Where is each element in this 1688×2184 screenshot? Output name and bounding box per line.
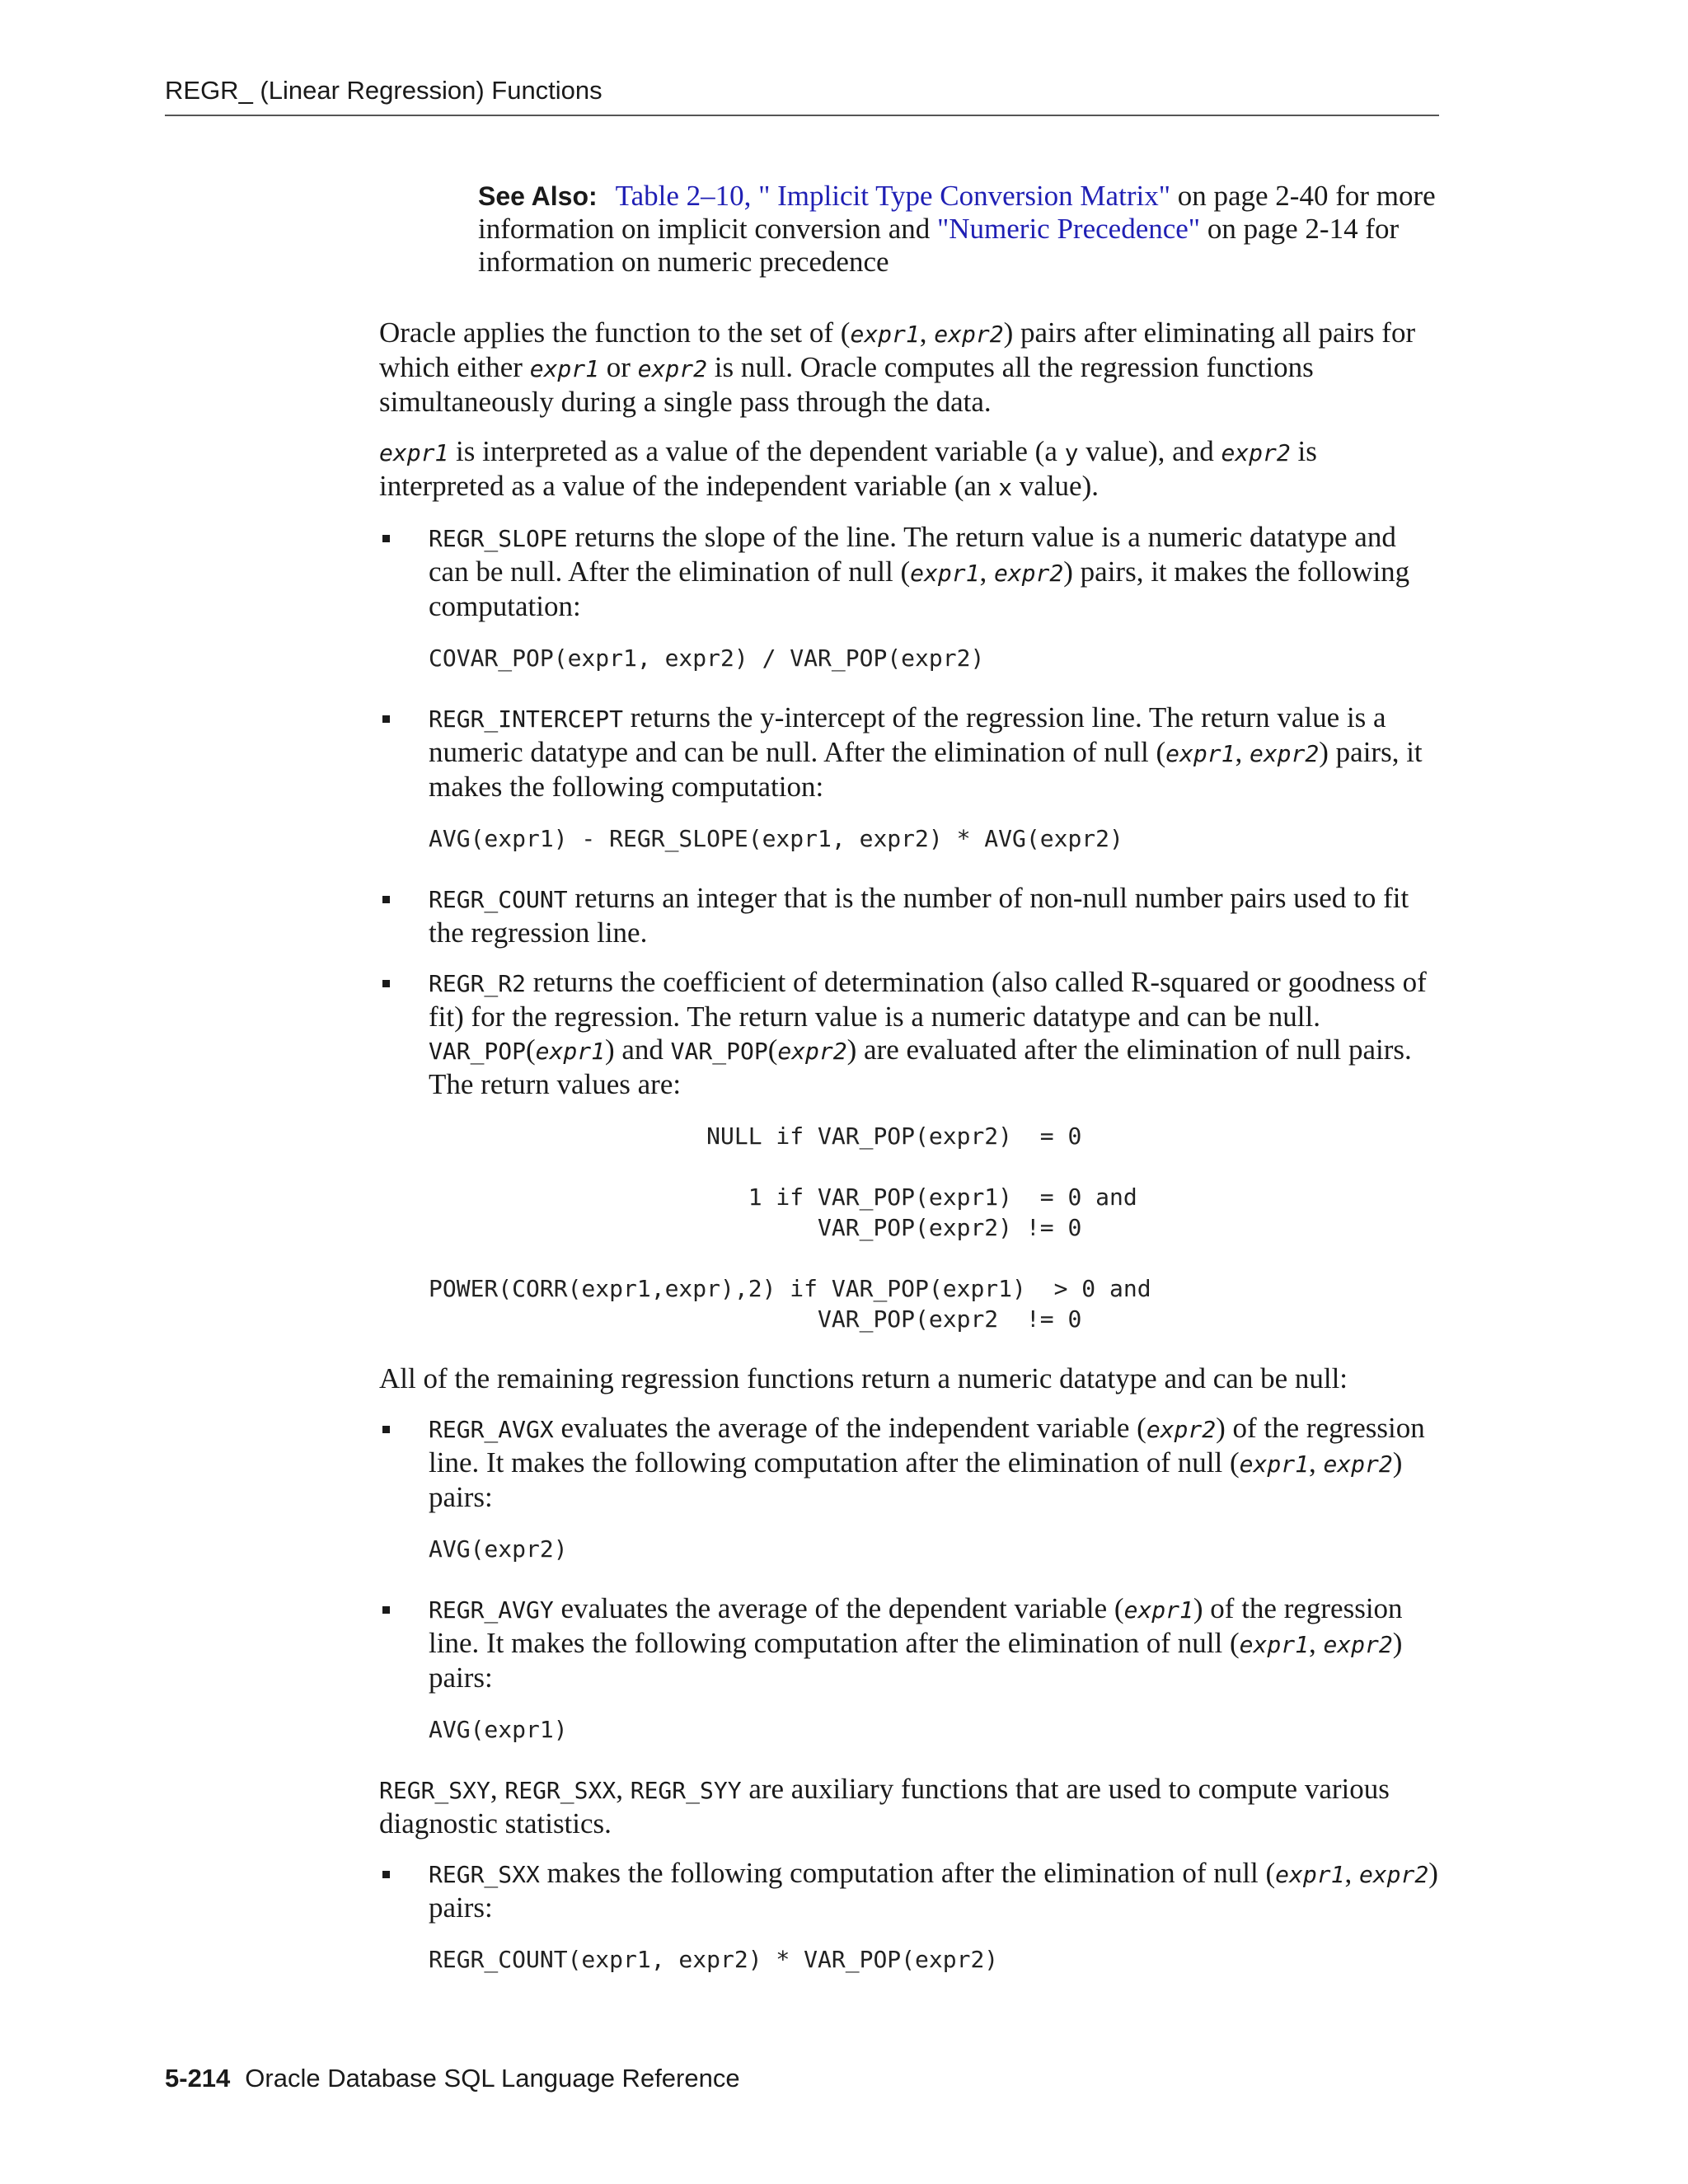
- text: value), and: [1078, 435, 1221, 467]
- text: ,: [1308, 1446, 1324, 1479]
- text: ) of the regression line. It makes the following computation after the elimination of null (: [429, 1592, 1403, 1659]
- header-rule: [165, 115, 1439, 116]
- function-name: REGR_SLOPE: [429, 525, 568, 552]
- bullet-text: [429, 1412, 1442, 1514]
- see-also-text: on page 2-14 for information on numeric precedence: [478, 213, 1400, 278]
- text: ) pairs, it makes the following computation:: [429, 736, 1423, 803]
- code-term: expr1: [1123, 1596, 1193, 1624]
- text: ,: [919, 316, 935, 349]
- code-term: expr2: [637, 355, 707, 382]
- code-term: expr2: [1323, 1631, 1393, 1658]
- bullet-regr-slope: [379, 521, 1442, 673]
- paragraph-pairs: [379, 316, 1442, 419]
- code-term: REGR_SYY: [630, 1777, 742, 1804]
- text: ) and: [604, 1033, 671, 1066]
- bullet-regr-avgy: [379, 1592, 1442, 1745]
- code-term: expr1: [535, 1038, 605, 1065]
- bullet-marker: [382, 715, 390, 723]
- text: ,: [490, 1773, 505, 1805]
- bullet-regr-intercept: [379, 701, 1442, 854]
- bullet-text: [429, 701, 1442, 804]
- page-header: REGR_ (Linear Regression) Functions: [165, 76, 603, 105]
- paragraph-remaining: All of the remaining regression functions return a numeric datatype and can be null:: [379, 1362, 1348, 1394]
- page-footer: [165, 2064, 740, 2093]
- text: is interpreted as a value of the dependent variable (a: [448, 435, 1065, 467]
- function-name: REGR_AVGX: [429, 1416, 554, 1443]
- bullet-text: [429, 1592, 1442, 1694]
- bullet-marker: [382, 535, 390, 542]
- code-term: expr2: [1249, 740, 1320, 767]
- code-block: REGR_COUNT(expr1, expr2) * VAR_POP(expr2): [429, 1946, 999, 1973]
- code-term: expr1: [1239, 1451, 1309, 1478]
- bullet-regr-avgx: [379, 1412, 1442, 1564]
- function-name: REGR_AVGY: [429, 1596, 554, 1624]
- code-block: AVG(expr1) - REGR_SLOPE(expr1, expr2) * AVG(expr2): [429, 825, 1123, 852]
- bullet-text: [429, 966, 1442, 1101]
- code-term: VAR_POP: [429, 1038, 527, 1065]
- code-term: expr2: [934, 321, 1004, 348]
- text: ) pairs:: [429, 1627, 1403, 1694]
- text: (: [767, 1033, 778, 1066]
- text: ) pairs:: [429, 1857, 1438, 1924]
- code-block: AVG(expr2): [429, 1535, 568, 1563]
- code-term: expr1: [1239, 1631, 1309, 1658]
- code-term: y: [1064, 439, 1079, 466]
- book-title: Oracle Database SQL Language Reference: [245, 2064, 740, 2093]
- code-term: expr2: [1221, 439, 1291, 466]
- main-content: [379, 316, 1442, 2003]
- text: makes the following computation after the elimination of null (: [539, 1857, 1276, 1889]
- function-name: REGR_INTERCEPT: [429, 705, 624, 733]
- bullet-marker: [382, 1606, 390, 1614]
- text: ) are evaluated after the elimination of null pairs. The return values are:: [429, 1033, 1412, 1100]
- bullet-marker: [382, 1871, 390, 1878]
- function-name: REGR_COUNT: [429, 886, 568, 913]
- text: returns the coefficient of determination (also called R-squared or goodness of fit) for the regression. The return value is a numeric datatype and can be null.: [429, 966, 1427, 1033]
- code-block: AVG(expr1): [429, 1716, 568, 1743]
- code-term: expr2: [993, 560, 1064, 587]
- code-term: expr2: [1323, 1451, 1393, 1478]
- function-name: REGR_SXX: [429, 1861, 540, 1888]
- code-term: expr1: [529, 355, 600, 382]
- text: returns the y-intercept of the regression line. The return value is a numeric datatype and can be null. After the elimination of null (: [429, 701, 1386, 768]
- text: ) pairs after eliminating all pairs for which either: [379, 316, 1416, 383]
- see-also-label: See Also:: [478, 181, 598, 211]
- bullet-marker: [382, 896, 390, 903]
- code-block: COVAR_POP(expr1, expr2) / VAR_POP(expr2): [429, 644, 985, 672]
- code-term: VAR_POP: [670, 1038, 768, 1065]
- paragraph-variables: [379, 435, 1442, 504]
- text: value).: [1012, 470, 1099, 502]
- bullet-marker: [382, 1426, 390, 1433]
- code-term: REGR_SXY: [379, 1777, 490, 1804]
- link-type-conversion-matrix[interactable]: Table 2–10, " Implicit Type Conversion Matrix": [615, 180, 1170, 212]
- text: or: [599, 351, 638, 383]
- text: ,: [1344, 1857, 1359, 1889]
- text: evaluates the average of the independent variable (: [553, 1412, 1146, 1444]
- code-term: expr2: [1146, 1416, 1217, 1443]
- text: ,: [979, 555, 994, 588]
- text: ) pairs, it makes the following computation:: [429, 555, 1410, 622]
- text: is interpreted as a value of the independent variable (an: [379, 435, 1317, 502]
- text: are auxiliary functions that are used to compute various diagnostic statistics.: [379, 1773, 1390, 1840]
- code-term: expr1: [850, 321, 920, 348]
- see-also-note: [478, 180, 1451, 279]
- bullet-text: [429, 521, 1442, 623]
- code-term: expr1: [379, 439, 449, 466]
- see-also-text: on page 2-40 for more information on implicit conversion and: [478, 180, 1436, 245]
- code-term: expr2: [1358, 1861, 1429, 1888]
- text: returns the slope of the line. The return value is a numeric datatype and can be null. After the elimination of null (: [429, 521, 1396, 588]
- link-numeric-precedence[interactable]: "Numeric Precedence": [936, 213, 1201, 245]
- bullet-text: [429, 882, 1442, 949]
- text: ,: [616, 1773, 631, 1805]
- code-block: NULL if VAR_POP(expr2) = 0 1 if VAR_POP(expr1) = 0 and VAR_POP(expr2) != 0 POWER(CORR(expr1,expr),2) if VAR_POP(expr1) > 0 and VAR_POP(expr2 != 0: [429, 1122, 1151, 1333]
- code-term: expr2: [777, 1038, 847, 1065]
- text: (: [526, 1033, 536, 1066]
- bullet-regr-sxx: [379, 1857, 1442, 1975]
- text: Oracle applies the function to the set of (: [379, 316, 851, 349]
- paragraph-auxiliary: [379, 1773, 1442, 1840]
- code-term: expr1: [1165, 740, 1236, 767]
- text: ,: [1235, 736, 1250, 768]
- text: returns an integer that is the number of non-null number pairs used to fit the regression line.: [429, 882, 1409, 949]
- text: ) pairs:: [429, 1446, 1403, 1513]
- text: evaluates the average of the dependent variable (: [553, 1592, 1124, 1624]
- code-term: x: [998, 474, 1013, 501]
- bullet-text: [429, 1857, 1442, 1924]
- page-number: 5-214: [165, 2064, 231, 2093]
- bullet-marker: [382, 980, 390, 987]
- bullet-regr-count: [379, 882, 1442, 949]
- function-name: REGR_R2: [429, 970, 527, 997]
- text: is null. Oracle computes all the regression functions simultaneously during a single pass through the data.: [379, 351, 1314, 418]
- code-term: expr1: [910, 560, 980, 587]
- bullet-regr-r2: [379, 966, 1442, 1334]
- text: ) of the regression line. It makes the following computation after the elimination of null (: [429, 1412, 1425, 1479]
- code-term: REGR_SXX: [504, 1777, 617, 1804]
- code-term: expr1: [1275, 1861, 1345, 1888]
- text: ,: [1308, 1627, 1324, 1659]
